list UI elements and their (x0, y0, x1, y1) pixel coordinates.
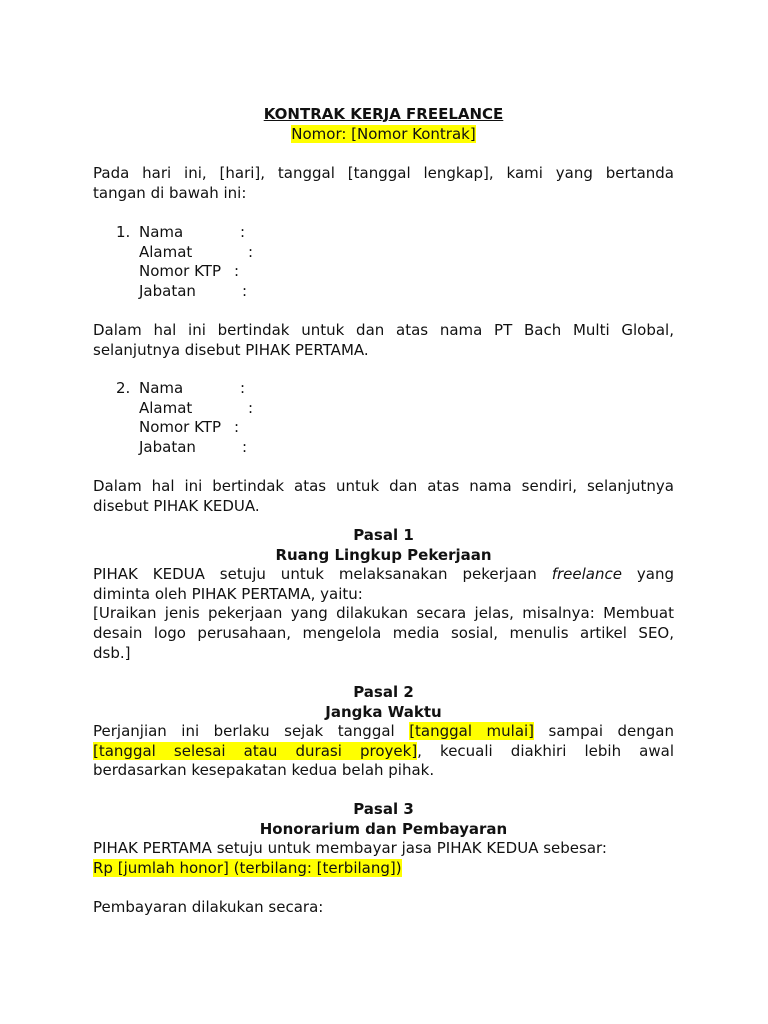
field-colon: : (234, 262, 240, 281)
paragraph-line (93, 742, 674, 762)
pasal-1-section (93, 526, 674, 663)
paragraph-line: desain logo perusahaan, mengelola media sosial, menulis artikel SEO, (93, 623, 674, 642)
field-row-nomor-ktp (116, 418, 316, 438)
contract-number: Nomor: [Nomor Kontrak] (291, 124, 476, 143)
intro-line: Pada hari ini, [hari], tanggal [tanggal lengkap], kami yang bertanda (93, 164, 674, 182)
paragraph-line (93, 565, 674, 585)
field-label-alamat: Alamat (139, 242, 193, 261)
field-row-nama (116, 223, 316, 243)
field-label-nama: Nama (139, 223, 184, 241)
document-title: KONTRAK KERJA FREELANCE (263, 105, 504, 123)
field-row-jabatan (116, 438, 316, 458)
party-1-description (93, 321, 674, 360)
paragraph-line: [Uraikan jenis pekerjaan yang dilakukan secara jelas, misalnya: Membuat (93, 604, 674, 623)
pasal-3-section (93, 800, 674, 918)
paragraph-line: diminta oleh PIHAK PERTAMA, yaitu: (93, 584, 363, 603)
paragraph-line: Pembayaran dilakukan secara: (93, 897, 324, 916)
field-label-nomor-ktp: Nomor KTP (139, 418, 222, 437)
pasal-1-heading: Pasal 1 (353, 526, 414, 544)
field-colon: : (248, 398, 254, 417)
pasal-3-heading: Pasal 3 (353, 800, 414, 818)
field-colon: : (234, 418, 240, 437)
spacer (93, 878, 674, 898)
field-colon: : (240, 379, 246, 397)
end-date-placeholder: [tanggal selesai atau durasi proyek] (93, 741, 418, 760)
paragraph-line: Dalam hal ini bertindak untuk dan atas nama PT Bach Multi Global, (93, 321, 674, 339)
intro-paragraph (93, 164, 674, 203)
field-row-nama (116, 379, 316, 399)
party-2-description (93, 477, 674, 516)
party-2-fields (116, 379, 316, 457)
document-header (93, 105, 674, 144)
field-colon: : (248, 242, 254, 261)
paragraph-line: PIHAK PERTAMA setuju untuk membayar jasa PIHAK KEDUA sebesar: (93, 839, 607, 858)
text-run: PIHAK KEDUA setuju untuk melaksanakan pekerjaan (93, 565, 552, 584)
paragraph-line (93, 859, 674, 879)
field-row-alamat (116, 399, 316, 419)
party-1-fields (116, 223, 316, 301)
field-label-nomor-ktp: Nomor KTP (139, 262, 222, 281)
pasal-3-subheading: Honorarium dan Pembayaran (259, 819, 508, 838)
field-row-jabatan (116, 282, 316, 302)
pasal-1-subheading: Ruang Lingkup Pekerjaan (275, 545, 492, 564)
field-colon: : (242, 437, 248, 456)
field-row-nomor-ktp (116, 262, 316, 282)
pasal-2-section (93, 683, 674, 781)
field-row-alamat (116, 243, 316, 263)
field-label-alamat: Alamat (139, 398, 193, 417)
honor-amount-placeholder: Rp [jumlah honor] (terbilang: [terbilang]) (93, 858, 402, 877)
text-run: sampai dengan (534, 722, 674, 741)
intro-line: tangan di bawah ini: (93, 183, 247, 202)
pasal-2-subheading: Jangka Waktu (325, 702, 442, 721)
paragraph-line: dsb.] (93, 643, 131, 662)
field-label-nama: Nama (139, 379, 184, 397)
paragraph-line: disebut PIHAK KEDUA. (93, 496, 260, 515)
paragraph-line: Dalam hal ini bertindak atas untuk dan atas nama sendiri, selanjutnya (93, 477, 674, 495)
start-date-placeholder: [tanggal mulai] (409, 722, 535, 741)
text-run: Perjanjian ini berlaku sejak tanggal (93, 722, 410, 741)
text-run: , kecuali diakhiri lebih awal (417, 741, 674, 760)
list-number: 2. (116, 379, 131, 397)
list-number: 1. (116, 223, 131, 241)
freelance-emphasis: freelance (551, 565, 622, 584)
field-label-jabatan: Jabatan (139, 281, 196, 300)
text-run: yang (621, 565, 674, 584)
paragraph-line: berdasarkan kesepakatan kedua belah pihak. (93, 761, 435, 780)
field-colon: : (242, 281, 248, 300)
paragraph-line: selanjutnya disebut PIHAK PERTAMA. (93, 340, 369, 359)
field-colon: : (240, 223, 246, 241)
pasal-2-heading: Pasal 2 (353, 683, 414, 701)
field-label-jabatan: Jabatan (139, 437, 196, 456)
paragraph-line (93, 722, 674, 742)
